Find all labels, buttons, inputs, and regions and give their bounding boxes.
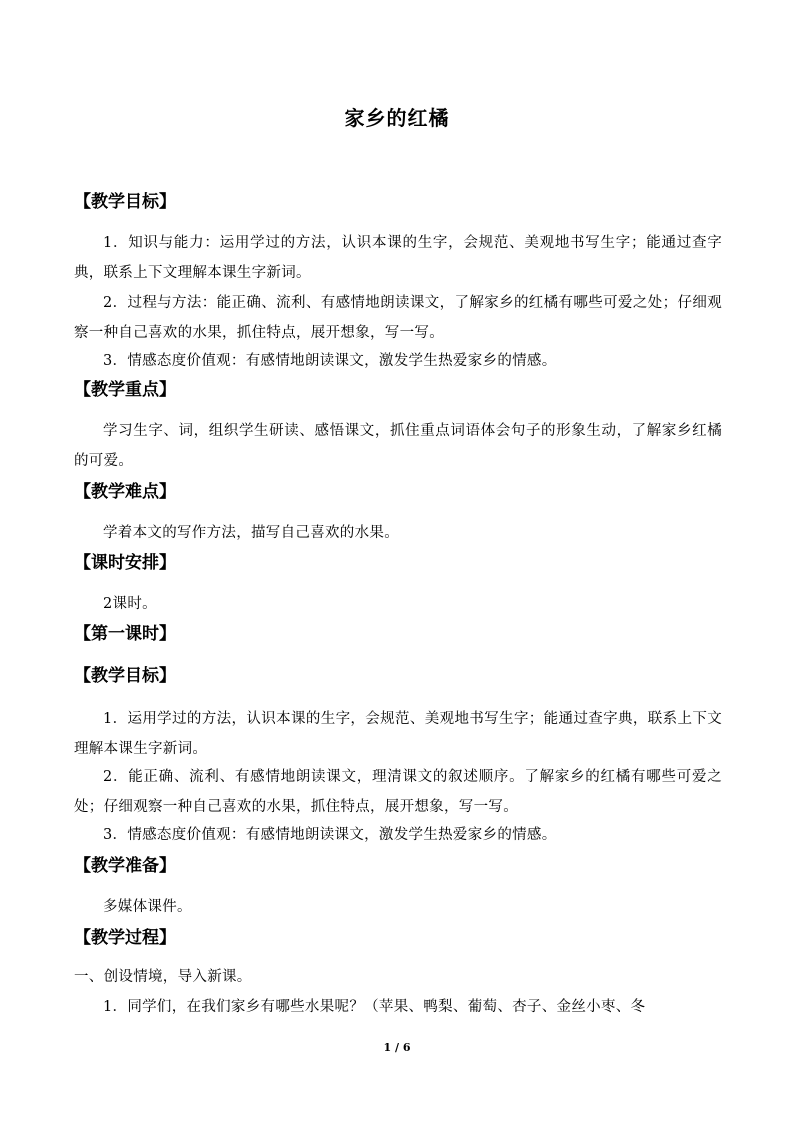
heading-first-lesson: 【第一课时】 <box>74 624 176 644</box>
process-step-1-item-1: 1．同学们，在我们家乡有哪些水果呢？（苹果、鸭梨、葡萄、杏子、金丝小枣、冬 <box>103 999 646 1015</box>
lesson-goal-item-3: 3．情感态度价值观：有感情地朗读课文，激发学生热爱家乡的情感。 <box>103 827 557 843</box>
page-title: 家乡的红橘 <box>344 106 450 130</box>
heading-preparation: 【教学准备】 <box>74 856 176 876</box>
key-points-text: 学习生字、词，组织学生研读、感悟课文，抓住重点词语体会句子的形象生动，了解家乡红橘的可爱。 <box>74 423 722 469</box>
difficult-points-text: 学着本文的写作方法，描写自己喜欢的水果。 <box>103 525 399 541</box>
lesson-goal-item-2: 2．能正确、流利、有感情地朗读课文，理清课文的叙述顺序。了解家乡的红橘有哪些可爱之处；仔细观察一种自己喜欢的水果，抓住特点，展开想象，写一写。 <box>74 769 722 815</box>
heading-schedule: 【课时安排】 <box>74 553 176 573</box>
heading-teaching-goals: 【教学目标】 <box>74 192 176 212</box>
goal-item-3: 3．情感态度价值观：有感情地朗读课文，激发学生热爱家乡的情感。 <box>103 353 557 369</box>
process-step-1: 一、创设情境，导入新课。 <box>74 969 252 985</box>
heading-process: 【教学过程】 <box>74 928 176 948</box>
heading-difficult-points: 【教学难点】 <box>74 482 176 502</box>
heading-lesson-goals: 【教学目标】 <box>74 666 176 686</box>
lesson-goal-item-1: 1．运用学过的方法，认识本课的生字，会规范、美观地书写生字；能通过查字典，联系上下文理解本课生字新词。 <box>74 711 722 757</box>
goal-item-1: 1．知识与能力：运用学过的方法，认识本课的生字，会规范、美观地书写生字；能通过查字典，联系上下文理解本课生字新词。 <box>74 235 722 281</box>
preparation-text: 多媒体课件。 <box>103 899 192 915</box>
schedule-text: 2课时。 <box>103 596 157 612</box>
goal-item-2: 2．过程与方法：能正确、流利、有感情地朗读课文，了解家乡的红橘有哪些可爱之处；仔细观察一种自己喜欢的水果，抓住特点，展开想象，写一写。 <box>74 295 722 341</box>
heading-key-points: 【教学重点】 <box>74 380 176 400</box>
page-number: 1 / 6 <box>383 1041 411 1054</box>
